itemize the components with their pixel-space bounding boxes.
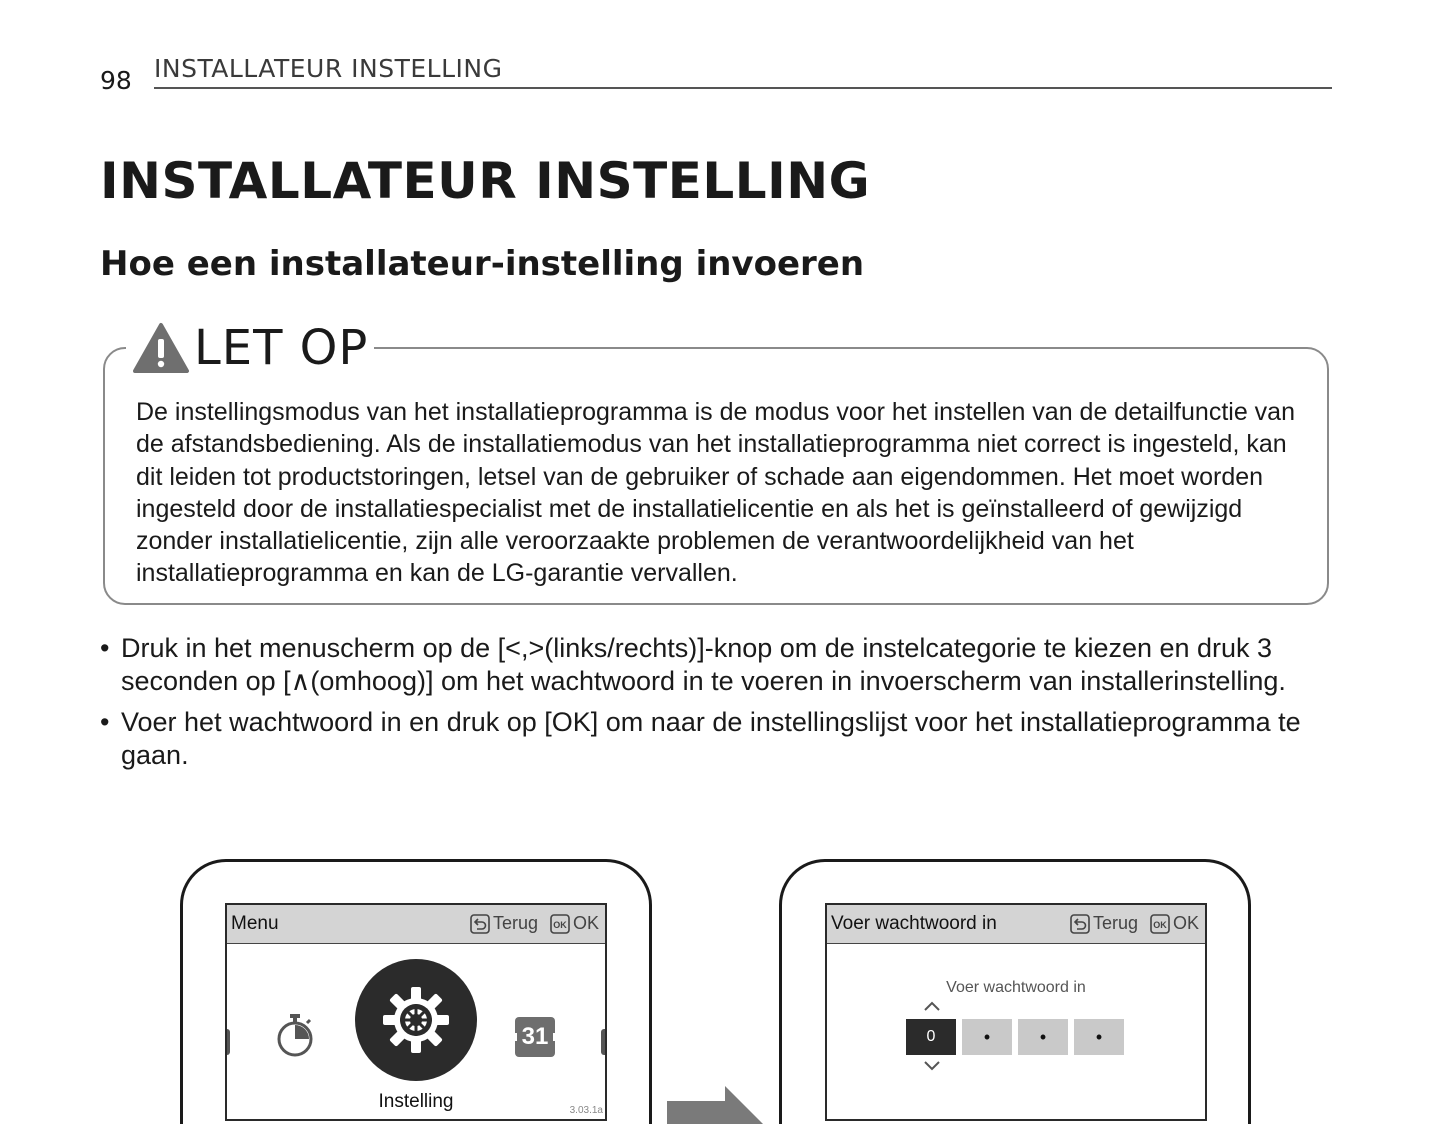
instruction-item: • Druk in het menuscherm op de [<,>(links/rechts)]-knop om de instelcategorie te kiezen en druk 3 seconden op [∧(omhoog)] om het wachtwoord in te voeren in invoerscherm van installerinstelling. [100, 632, 1340, 697]
caution-heading [126, 318, 374, 378]
chevron-down-icon[interactable] [924, 1061, 940, 1071]
page-number: 98 [100, 66, 132, 95]
scroll-left-indicator[interactable] [225, 1029, 230, 1055]
password-digit[interactable]: 0 [906, 1019, 956, 1055]
password-digit[interactable]: • [1018, 1019, 1068, 1055]
menu-selected-label: Instelling [378, 1091, 454, 1112]
password-prompt: Voer wachtwoord in [946, 979, 1086, 996]
back-label[interactable]: Terug [1092, 913, 1138, 933]
page-header [100, 52, 1332, 95]
menu-screen-title: Menu [231, 913, 279, 934]
chevron-up-icon[interactable] [924, 1001, 940, 1011]
settings-selected[interactable] [355, 959, 477, 1081]
back-label[interactable]: Terug [492, 913, 538, 933]
svg-text:OK: OK [1153, 919, 1167, 930]
ok-label[interactable]: OK [1172, 913, 1199, 933]
header-section-title: INSTALLATEUR INSTELLING [154, 54, 503, 83]
gear-icon [381, 985, 451, 1055]
menu-screen-header [227, 905, 605, 944]
ok-label[interactable]: OK [572, 913, 599, 933]
calendar-icon[interactable]: 31 [515, 1017, 555, 1057]
scroll-right-indicator[interactable] [601, 1029, 607, 1055]
caution-label: LET OP [194, 320, 369, 376]
caution-text: De instellingsmodus van het installatieprogramma is de modus voor het instellen van de detailfunctie van de afstandsbediening. Als de installatiemodus van het installatieprogramma niet correct is ingesteld, kan dit leiden tot productstoringen, letsel van de gebruiker of schade aan eigendommen. Het moet worden ingesteld door de installatiespecialist met de installatielicentie en als het is geïnstalleerd of gewijzigd zonder installatielicentie, zijn alle veroorzaakte problemen de verantwoordelijkheid van het installatieprogramma en kan de LG-garantie vervallen. [136, 398, 1295, 588]
instruction-list [100, 632, 1340, 780]
back-icon[interactable] [1070, 914, 1090, 934]
header-rule [154, 87, 1332, 89]
svg-text:OK: OK [553, 919, 567, 930]
main-title: INSTALLATEUR INSTELLING [100, 152, 871, 210]
password-digit[interactable]: • [1074, 1019, 1124, 1055]
password-screen-header [827, 905, 1205, 944]
password-digit[interactable]: • [962, 1019, 1012, 1055]
sub-title: Hoe een installateur-instelling invoeren [100, 244, 865, 284]
timer-icon[interactable] [275, 1013, 315, 1057]
version-label: 3.03.1a [569, 1105, 603, 1116]
instruction-item: • Voer het wachtwoord in en druk op [OK] om naar de instellingslijst voor het installatieprogramma te gaan. [100, 706, 1340, 771]
back-icon[interactable] [470, 914, 490, 934]
password-screen [825, 903, 1207, 1121]
menu-screen [225, 903, 607, 1121]
password-screen-title: Voer wachtwoord in [831, 913, 997, 934]
ok-key-icon[interactable] [550, 914, 570, 934]
arrow-right-icon [667, 1086, 763, 1124]
ok-key-icon[interactable] [1150, 914, 1170, 934]
warning-triangle-icon [132, 322, 190, 374]
menu-screen-actions [470, 913, 599, 934]
password-screen-actions [1070, 913, 1199, 934]
